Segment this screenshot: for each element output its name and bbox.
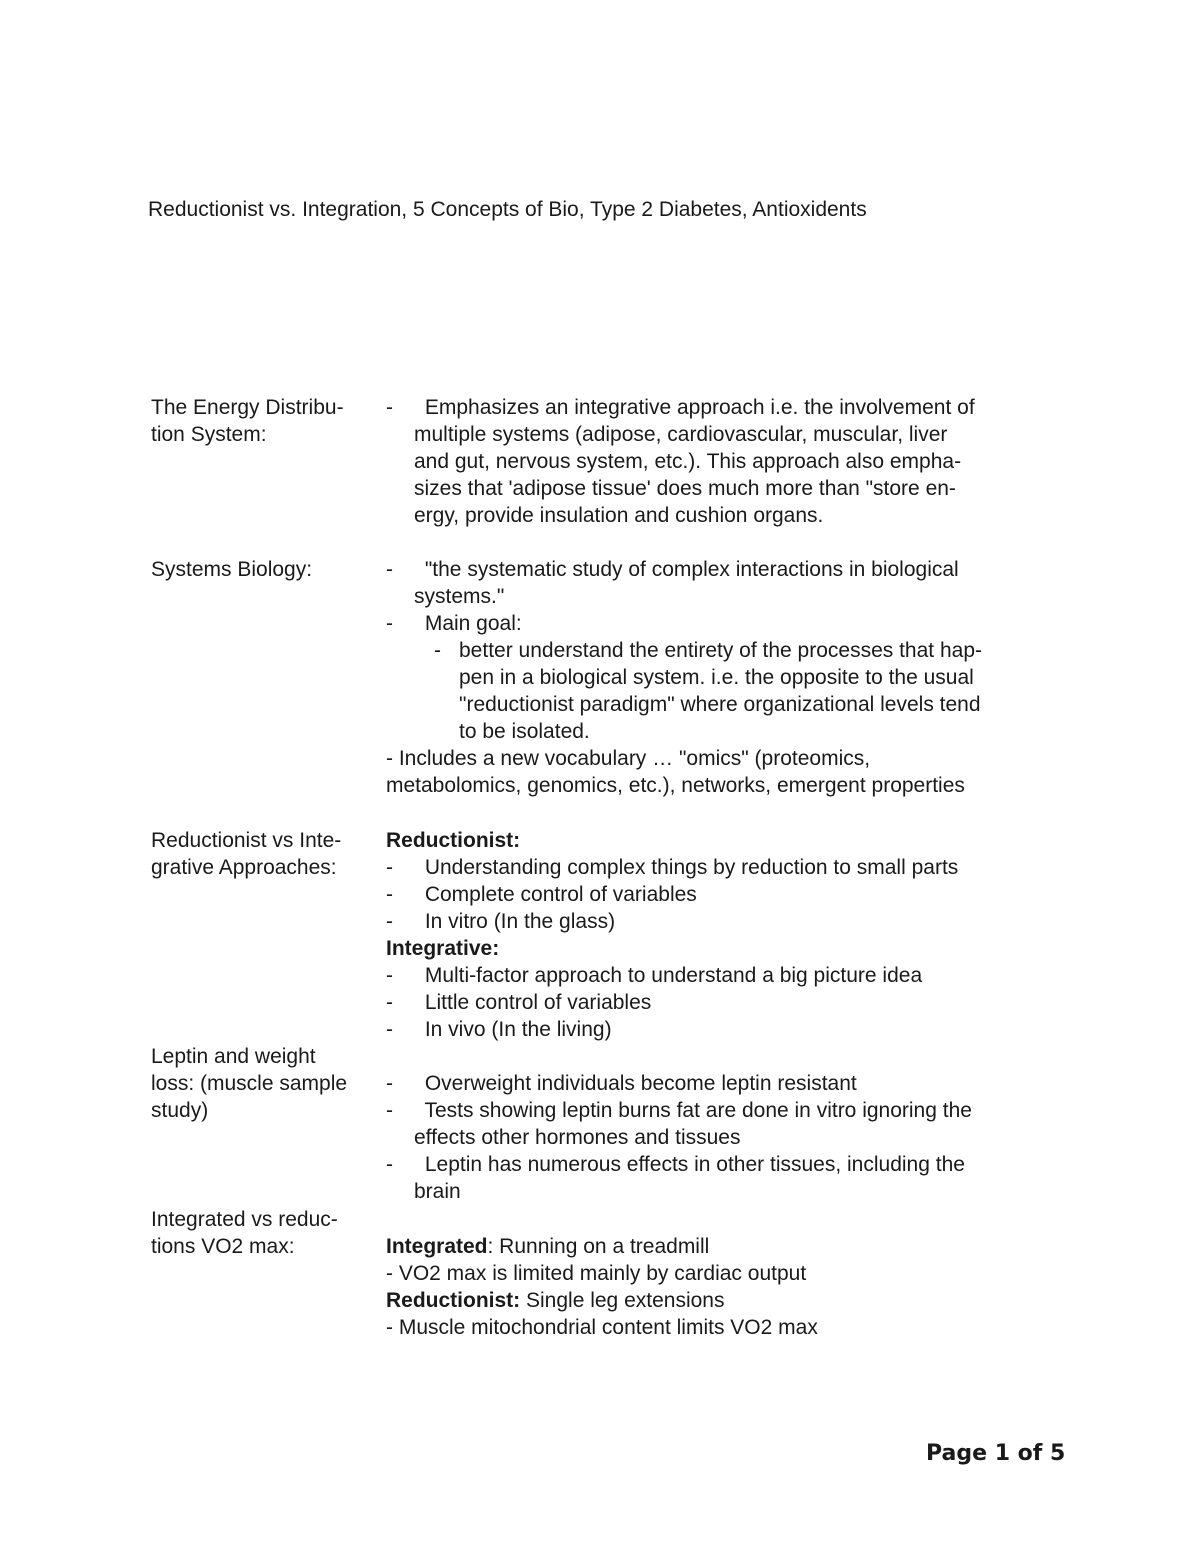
bullet-dash: - [386, 396, 393, 419]
section-content-energy: - Emphasizes an integrative approach i.e. the involvement of multiple systems (adipose, cardiovascular, muscular, liver and gut, nervous system, etc.). This approach also empha- sizes that 'adipose tissue' does much more than "store en- ergy, provide insulation and cushion organs. [386, 396, 975, 527]
section-label-energy: The Energy Distribu- tion System: [151, 396, 344, 446]
page-title: Reductionist vs. Integration, 5 Concepts of Bio, Type 2 Diabetes, Antioxidents [148, 198, 867, 221]
page-number: Page 1 of 5 [926, 1441, 1066, 1466]
section-content-systems: - "the systematic study of complex interactions in biological systems." - Main goal: - better understand the entirety of the processes that hap- pen in a biological system. i.e. the opposite to the usual "reductionist paradigm" where organizational levels tend to be isolated. - Includes a new vocabulary … "omics" (proteomics, metabolomics, genomics, etc.), networks, emergent properties [386, 558, 982, 797]
integrated-heading: Integrated [386, 1235, 488, 1258]
section-label-approaches: Reductionist vs Inte- grative Approaches: [151, 829, 342, 879]
reductionist-heading-vo2: Reductionist: [386, 1289, 521, 1312]
section-label-systems: Systems Biology: [151, 558, 313, 581]
section-label-vo2: Integrated vs reduc- tions VO2 max: [151, 1208, 338, 1258]
section-content-approaches: Reductionist: - Understanding complex things by reduction to small parts - Complete control of variables - In vitro (In the glass) Integrative: - Multi-factor approach to understand a big picture idea - Little control of variables - In vivo (In the living) [386, 829, 959, 1041]
integrative-heading: Integrative: [386, 937, 500, 960]
section-content-vo2: Integrated: Running on a treadmill - VO2 max is limited mainly by cardiac output Reductionist: Single leg extensions - Muscle mitochondrial content limits VO2 max [386, 1235, 818, 1339]
section-label-leptin: Leptin and weight loss: (muscle sample study) [151, 1045, 348, 1122]
reductionist-heading: Reductionist: [386, 829, 521, 852]
section-content-leptin: - Overweight individuals become leptin resistant - Tests showing leptin burns fat are done in vitro ignoring the effects other hormones and tissues - Leptin has numerous effects in other tissues, including the brain [386, 1072, 972, 1203]
